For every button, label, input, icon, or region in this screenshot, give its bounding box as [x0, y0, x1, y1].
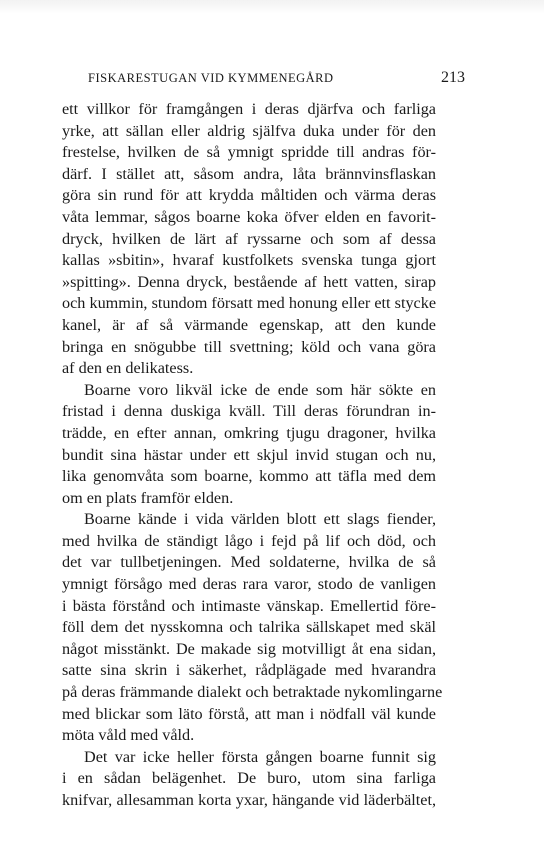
body-text	[62, 99, 443, 812]
text-line: om en plats framför elden.	[62, 488, 234, 507]
text-line: därf. I stället att, såsom andra, låta brännvinsflaskan	[62, 164, 436, 183]
text-line: dryck, hvilken de lärt af ryssarne och som af dessa	[62, 229, 436, 248]
text-line: Det var icke heller första gången boarne funnit sig	[84, 747, 436, 766]
text-line: bringa en snögubbe till svettning; köld och vana göra	[62, 337, 436, 356]
text-line: med blickar som läto förstå, att man i nödfall väl kunde	[62, 704, 436, 723]
text-line: på deras främmande dialekt och betraktade nykomlingarne	[62, 683, 443, 702]
text-line: och kummin, stundom försatt med honung eller ett stycke	[62, 294, 436, 313]
text-line: göra sin rund för att krydda måltiden och värma deras	[62, 186, 436, 205]
text-line: yrke, att sällan eller aldrig själfva duka under för den	[62, 121, 436, 140]
text-line: med hvilka de ständigt lågo i fejd på lif och död, och	[62, 531, 436, 550]
text-line: bundit sina hästar under ett skjul invid stugan och nu,	[62, 445, 436, 464]
text-line: våta lemmar, sågos boarne koka öfver elden en favorit-	[62, 207, 436, 226]
text-line: kallas »sbitin», hvaraf kustfolkets svenska tunga gjort	[62, 251, 436, 270]
text-line: frestelse, hvilken de så ymnigt spridde till andras för-	[62, 143, 436, 162]
text-line: fristad i denna duskiga kväll. Till deras förundran in-	[62, 402, 436, 421]
page-header	[88, 70, 465, 92]
text-line: trädde, en efter annan, omkring tjugu dragoner, hvilka	[62, 423, 436, 442]
text-line: i bästa förstånd och intimaste vänskap. Emellertid före-	[62, 596, 436, 615]
text-line: möta våld med våld.	[62, 726, 195, 745]
text-line: kanel, är af så värmande egenskap, att den kunde	[62, 315, 436, 334]
text-line: det var tullbetjeningen. Med soldaterne, hvilka de så	[62, 553, 436, 572]
page-number: 213	[441, 69, 465, 86]
running-head: FISKARESTUGAN VID KYMMENEGÅRD	[88, 71, 334, 85]
text-line: föll dem det nysskomna och talrika sällskapet med skäl	[62, 618, 436, 637]
text-line: ymnigt försågo med deras rara varor, stodo de vanligen	[62, 575, 436, 594]
text-line: något misstänkt. De makade sig motvilligt åt ena sidan,	[62, 639, 436, 658]
text-line: »spitting». Denna dryck, bestående af hett vatten, sirap	[62, 272, 436, 291]
text-line: lika genomvåta som boarne, kommo att täfla med dem	[62, 467, 436, 486]
text-line: knifvar, allesamman korta yxar, hängande vid läderbältet,	[62, 791, 436, 809]
text-line: Boarne kände i vida världen blott ett slags fiender,	[84, 510, 436, 529]
scan-edge-shadow	[0, 0, 544, 14]
text-line: satte sina skrin i säkerhet, rådplägade med hvarandra	[62, 661, 436, 680]
text-line: Boarne voro likväl icke de ende som här sökte en	[84, 380, 436, 399]
text-line: af den en delikatess.	[62, 359, 194, 378]
text-line: ett villkor för framgången i deras djärfva och farliga	[62, 100, 436, 118]
text-line: i en sådan belägenhet. De buro, utom sina farliga	[62, 769, 436, 788]
